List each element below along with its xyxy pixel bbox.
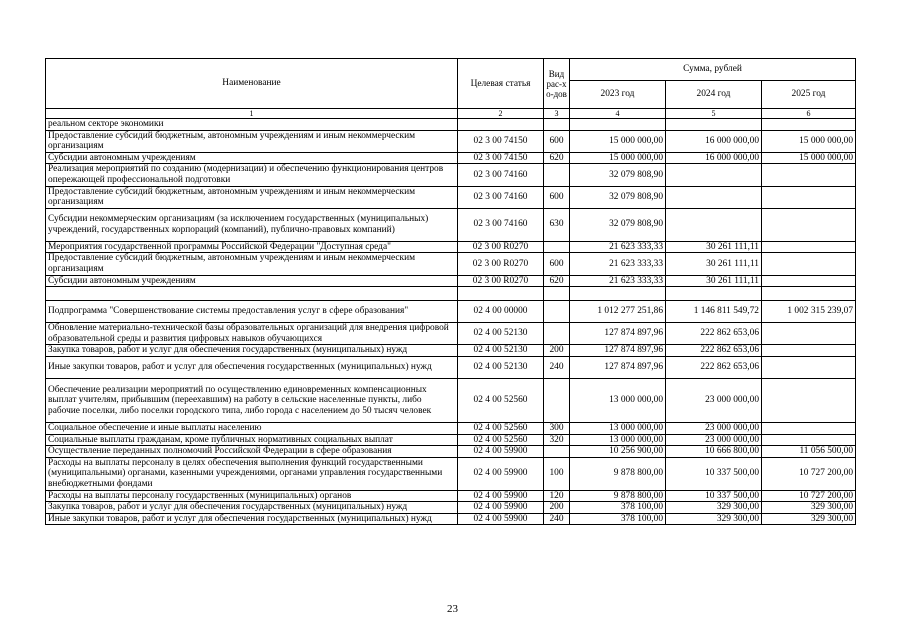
row-sum-2024: 329 300,00 [666,513,762,525]
row-sum-2025: 329 300,00 [762,513,856,525]
row-name: Мероприятия государственной программы Российской Федерации "Доступная среда" [46,241,458,253]
row-sum-2025: 10 727 200,00 [762,490,856,502]
row-name: Закупка товаров, работ и услуг для обеспечения государственных (муниципальных) нужд [46,345,458,357]
header-name: Наименование [46,59,458,109]
row-sum-2023 [570,287,666,301]
header-vid: Вид рас-хо-дов [544,59,570,109]
row-sum-2023: 127 874 897,96 [570,345,666,357]
row-sum-2023: 378 100,00 [570,513,666,525]
table-row [46,287,856,301]
header-year-2023: 2023 год [570,81,666,109]
row-sum-2023: 127 874 897,96 [570,323,666,345]
budget-table [45,58,856,525]
table-row [46,208,856,241]
row-target-code: 02 3 00 74160 [458,164,544,186]
row-sum-2025: 11 056 500,00 [762,446,856,458]
row-target-code: 02 4 00 52560 [458,422,544,434]
row-sum-2025: 1 002 315 239,07 [762,301,856,323]
row-target-code: 02 4 00 52560 [458,434,544,446]
row-sum-2024: 222 862 653,06 [666,323,762,345]
row-name: Субсидии автономным учреждениям [46,152,458,164]
row-expense-type [544,301,570,323]
row-target-code: 02 4 00 52130 [458,356,544,378]
row-name: Расходы на выплаты персоналу в целях обеспечения выполнения функций государственными (муниципальными) органами, казенными учреждениями, органами управления государственными внебюджетными фондами [46,457,458,490]
row-name: Социальные выплаты гражданам, кроме публичных нормативных социальных выплат [46,434,458,446]
row-name: реальном секторе экономики [46,119,458,131]
row-expense-type: 200 [544,345,570,357]
row-sum-2024: 222 862 653,06 [666,356,762,378]
row-expense-type [544,323,570,345]
row-name: Осуществление переданных полномочий Российской Федерации в сфере образования [46,446,458,458]
row-target-code: 02 4 00 59900 [458,502,544,514]
row-sum-2023: 9 878 800,00 [570,490,666,502]
row-sum-2025: 329 300,00 [762,502,856,514]
row-sum-2023: 13 000 000,00 [570,378,666,422]
row-target-code: 02 4 00 59900 [458,446,544,458]
table-row [46,275,856,287]
row-target-code: 02 4 00 52130 [458,323,544,345]
row-target-code: 02 4 00 52130 [458,345,544,357]
table-row [46,446,856,458]
row-name: Предоставление субсидий бюджетным, автономным учреждениям и иным некоммерческим организациям [46,186,458,208]
row-sum-2024: 30 261 111,11 [666,253,762,275]
row-sum-2023: 9 878 800,00 [570,457,666,490]
row-sum-2025 [762,208,856,241]
table-row [46,378,856,422]
table-row [46,119,856,131]
row-target-code: 02 3 00 74150 [458,130,544,152]
row-sum-2023: 21 623 333,33 [570,275,666,287]
row-name: Реализация мероприятий по созданию (модернизации) и обеспечению функционирования центров опережающей профессиональной подготовки [46,164,458,186]
row-sum-2024 [666,186,762,208]
row-sum-2024: 16 000 000,00 [666,130,762,152]
row-sum-2023 [570,119,666,131]
row-expense-type [544,241,570,253]
row-sum-2024: 30 261 111,11 [666,241,762,253]
row-target-code: 02 3 00 R0270 [458,253,544,275]
row-target-code: 02 4 00 59900 [458,490,544,502]
table-row [46,345,856,357]
row-name: Обновление материально-технической базы образовательных организаций для внедрения цифровой образовательной среды и развития цифровых навыков обучающихся [46,323,458,345]
row-name: Иные закупки товаров, работ и услуг для обеспечения государственных (муниципальных) нужд [46,356,458,378]
row-sum-2025 [762,253,856,275]
row-name: Подпрограмма "Совершенствование системы предоставления услуг в сфере образования" [46,301,458,323]
row-target-code: 02 4 00 59900 [458,457,544,490]
row-sum-2024: 30 261 111,11 [666,275,762,287]
row-sum-2023: 15 000 000,00 [570,152,666,164]
row-sum-2024: 222 862 653,06 [666,345,762,357]
row-sum-2024: 23 000 000,00 [666,378,762,422]
row-sum-2025 [762,241,856,253]
row-expense-type: 240 [544,356,570,378]
row-sum-2024: 329 300,00 [666,502,762,514]
table-row [46,513,856,525]
table-row [46,164,856,186]
table-row [46,323,856,345]
row-expense-type: 620 [544,275,570,287]
table-row [46,241,856,253]
row-sum-2025 [762,378,856,422]
row-sum-2025: 10 727 200,00 [762,457,856,490]
row-sum-2025 [762,356,856,378]
row-target-code: 02 3 00 R0270 [458,241,544,253]
row-sum-2023: 15 000 000,00 [570,130,666,152]
row-sum-2023: 32 079 808,90 [570,186,666,208]
row-sum-2025 [762,345,856,357]
row-expense-type [544,164,570,186]
row-target-code: 02 4 00 59900 [458,513,544,525]
row-expense-type: 630 [544,208,570,241]
row-target-code: 02 3 00 74160 [458,186,544,208]
col-number: 1 [46,109,458,119]
row-expense-type: 600 [544,186,570,208]
row-sum-2023: 378 100,00 [570,502,666,514]
row-sum-2023: 127 874 897,96 [570,356,666,378]
page-number: 23 [447,603,458,615]
row-expense-type [544,446,570,458]
row-sum-2025 [762,164,856,186]
table-row [46,434,856,446]
row-sum-2023: 21 623 333,33 [570,253,666,275]
row-expense-type: 600 [544,253,570,275]
col-number: 5 [666,109,762,119]
row-expense-type: 600 [544,130,570,152]
header-year-2024: 2024 год [666,81,762,109]
row-target-code: 02 4 00 52560 [458,378,544,422]
row-target-code: 02 3 00 R0270 [458,275,544,287]
row-expense-type [544,287,570,301]
row-sum-2023: 32 079 808,90 [570,164,666,186]
header-sum: Сумма, рублей [570,59,856,81]
row-expense-type: 620 [544,152,570,164]
header-year-2025: 2025 год [762,81,856,109]
row-sum-2023: 10 256 900,00 [570,446,666,458]
row-name: Социальное обеспечение и иные выплаты населению [46,422,458,434]
row-sum-2023: 21 623 333,33 [570,241,666,253]
table-row [46,356,856,378]
row-sum-2025: 15 000 000,00 [762,130,856,152]
row-sum-2025 [762,119,856,131]
row-sum-2025 [762,186,856,208]
table-row [46,130,856,152]
row-sum-2023: 13 000 000,00 [570,422,666,434]
row-target-code: 02 3 00 74150 [458,152,544,164]
row-expense-type: 200 [544,502,570,514]
row-sum-2024: 23 000 000,00 [666,422,762,434]
col-number: 3 [544,109,570,119]
table-row [46,301,856,323]
table-row [46,186,856,208]
row-sum-2024: 16 000 000,00 [666,152,762,164]
row-sum-2025 [762,434,856,446]
row-sum-2024: 10 337 500,00 [666,457,762,490]
row-sum-2024 [666,208,762,241]
row-expense-type: 300 [544,422,570,434]
row-sum-2024: 1 146 811 549,72 [666,301,762,323]
row-name: Предоставление субсидий бюджетным, автономным учреждениям и иным некоммерческим организациям [46,253,458,275]
row-expense-type: 100 [544,457,570,490]
row-sum-2025 [762,323,856,345]
row-sum-2024: 23 000 000,00 [666,434,762,446]
row-expense-type [544,378,570,422]
row-sum-2023: 13 000 000,00 [570,434,666,446]
row-target-code: 02 4 00 00000 [458,301,544,323]
table-row [46,422,856,434]
col-number: 2 [458,109,544,119]
row-target-code: 02 3 00 74160 [458,208,544,241]
col-number: 6 [762,109,856,119]
row-sum-2023: 1 012 277 251,86 [570,301,666,323]
row-expense-type [544,119,570,131]
row-name: Субсидии некоммерческим организациям (за исключением государственных (муниципальных) учреждений, государственных корпораций (компаний), публично-правовых компаний) [46,208,458,241]
row-sum-2025 [762,287,856,301]
row-sum-2023: 32 079 808,90 [570,208,666,241]
row-name: Закупка товаров, работ и услуг для обеспечения государственных (муниципальных) нужд [46,502,458,514]
header-code: Целевая статья [458,59,544,109]
row-name: Предоставление субсидий бюджетным, автономным учреждениям и иным некоммерческим организациям [46,130,458,152]
row-expense-type: 240 [544,513,570,525]
row-sum-2024 [666,287,762,301]
row-name: Иные закупки товаров, работ и услуг для обеспечения государственных (муниципальных) нужд [46,513,458,525]
table-row [46,502,856,514]
table-row [46,457,856,490]
row-sum-2024 [666,119,762,131]
table-row [46,253,856,275]
row-sum-2025 [762,275,856,287]
row-sum-2024: 10 337 500,00 [666,490,762,502]
row-sum-2025 [762,422,856,434]
table-row [46,490,856,502]
row-sum-2025: 15 000 000,00 [762,152,856,164]
row-name [46,287,458,301]
table-row [46,152,856,164]
row-expense-type: 120 [544,490,570,502]
table-body [46,119,856,525]
col-number: 4 [570,109,666,119]
row-sum-2024 [666,164,762,186]
row-target-code [458,287,544,301]
row-name: Субсидии автономным учреждениям [46,275,458,287]
row-name: Обеспечение реализации мероприятий по осуществлению единовременных компенсационных выплат учителям, прибывшим (переехавшим) на работу в сельские населенные пункты, либо рабочие поселки, либо поселки городского типа, либо города с населением до 50 тысяч человек [46,378,458,422]
row-name: Расходы на выплаты персоналу государственных (муниципальных) органов [46,490,458,502]
row-sum-2024: 10 666 800,00 [666,446,762,458]
row-expense-type: 320 [544,434,570,446]
row-target-code [458,119,544,131]
